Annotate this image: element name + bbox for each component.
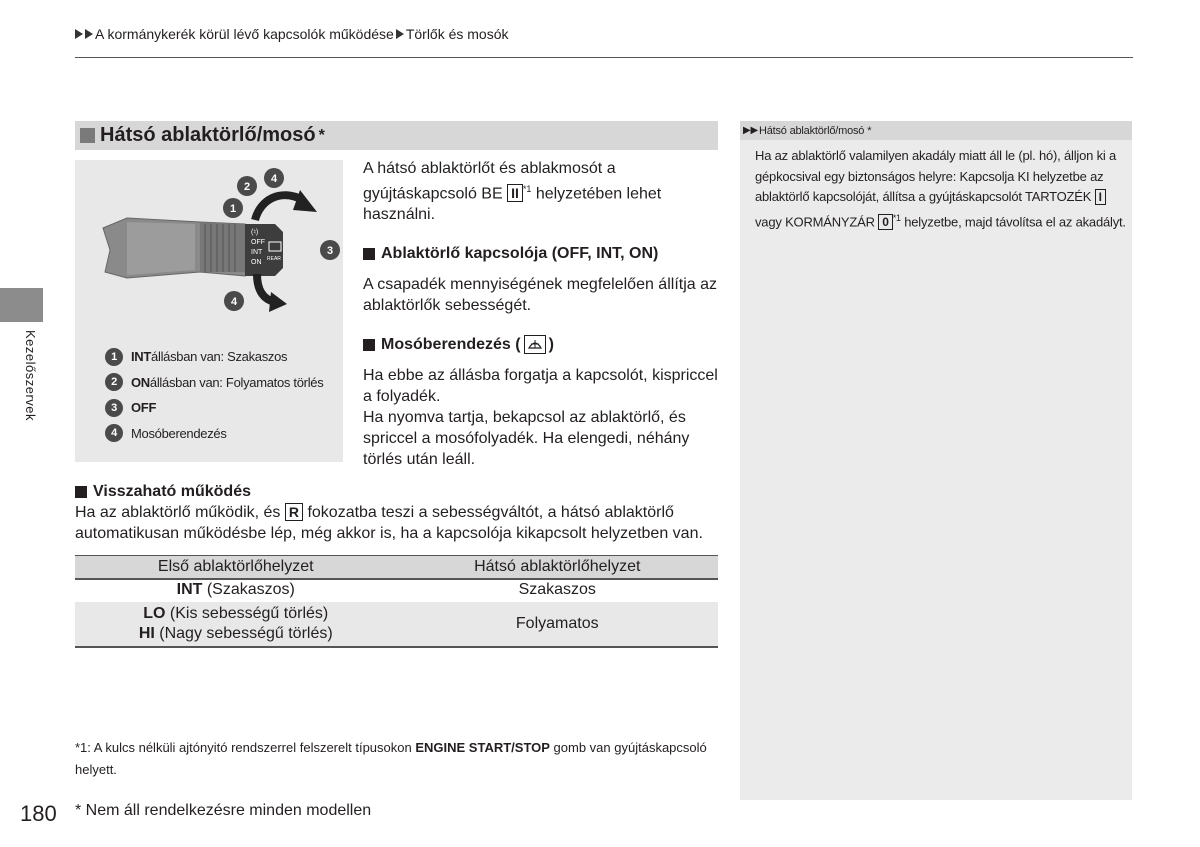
intro-text-end: helyzetében lehet használni. (363, 185, 662, 224)
reverse-paragraph (75, 502, 725, 544)
legend-number: 2 (105, 373, 123, 391)
wiper-lever-illustration (75, 160, 343, 335)
legend-item (105, 370, 323, 396)
switch-paragraph: A csapadék mennyiségének megfelelően állítja az ablaktörlők sebességét. (363, 276, 717, 315)
legend-item (105, 421, 323, 447)
side-note-body (740, 140, 1132, 232)
legend-text: állásban van: Szakaszos (151, 349, 288, 365)
washer-icon (524, 335, 546, 354)
footnote-text-end: gomb van gyújtáskapcsoló helyett. (75, 740, 707, 777)
table-header-row (75, 556, 718, 579)
switch-heading (363, 243, 723, 264)
table-cell (75, 579, 397, 602)
footnote (75, 737, 715, 781)
side-note-text-mid: vagy KORMÁNYZÁR (755, 213, 879, 229)
legend-number: 3 (105, 399, 123, 417)
bullet-square-icon (363, 339, 375, 351)
table-header: Első ablaktörlőhelyzet (75, 556, 397, 579)
table-header: Hátsó ablaktörlőhelyzet (397, 556, 719, 579)
cell-text: (Kis sebességű törlés) (165, 604, 329, 622)
table-cell (75, 602, 397, 647)
cell-text: (Nagy sebességű törlés) (154, 624, 333, 642)
washer-heading (363, 334, 723, 355)
legend-bold: ON (131, 374, 150, 390)
reverse-section (75, 481, 725, 544)
table-row (75, 579, 718, 602)
availability-note: * Nem áll rendelkezésre minden modellen (75, 802, 372, 819)
legend-bold: OFF (131, 400, 157, 416)
gear-r-key-icon: R (285, 503, 303, 521)
washer-heading-text: Mosóberendezés ( (381, 336, 521, 354)
lever-rear-label: REAR (267, 256, 281, 262)
table-cell: Szakaszos (397, 579, 719, 602)
main-text-column (363, 158, 723, 480)
chapter-tab-label: Kezelőszervek (23, 330, 38, 422)
arrow-icon (75, 29, 83, 39)
cell-bold: LO (143, 604, 166, 622)
accessory-key-icon: I (1095, 189, 1106, 205)
switch-heading-text: Ablaktörlő kapcsolója (OFF, INT, ON) (381, 245, 659, 263)
bullet-square-icon (363, 248, 375, 260)
callout-1: 1 (229, 203, 237, 215)
svg-text:(♮): (♮) (251, 229, 259, 236)
legend-text: állásban van: Folyamatos törlés (149, 374, 324, 390)
side-note-header (740, 121, 1132, 140)
page-number: 180 (20, 801, 57, 826)
side-note-text-end: helyzetbe, majd távolítsa el az akadályt. (900, 213, 1126, 229)
bullet-square-icon (75, 486, 87, 498)
legend-number: 1 (105, 348, 123, 366)
breadcrumb-part1: A kormánykerék körül lévő kapcsolók működése (95, 26, 394, 42)
washer-paragraph-2: Ha nyomva tartja, bekapcsol az ablaktörlő, és spriccel a mosófolyadék. Ha elengedi, néhány törlés után leáll. (363, 409, 690, 469)
lever-int-label: INT (251, 249, 263, 256)
section-title: Hátsó ablaktörlő/mosó (100, 124, 316, 146)
footnote-bold: ENGINE START/STOP (415, 740, 550, 755)
arrow-icon (85, 29, 93, 39)
section-header (75, 121, 718, 150)
side-note-text: Ha az ablaktörlő valamilyen akadály miatt áll le (pl. hó), álljon ki a gépkocsival egy biztonságos helyre: Kapcsolja KI helyzetbe az ablaktörlő kapcsolóját, állítsa a gyújtáskapcsolót TARTOZÉK (755, 148, 1117, 204)
washer-paragraph-1: Ha ebbe az állásba forgatja a kapcsolót, kispriccel a folyadék. (363, 367, 718, 406)
washer-heading-close: ) (548, 336, 554, 354)
breadcrumb (75, 26, 509, 42)
reverse-heading-text: Visszaható működés (93, 483, 251, 500)
reverse-heading (75, 481, 725, 502)
double-arrow-icon: ▶▶ (743, 125, 758, 136)
footnote-ref: *1 (522, 184, 532, 194)
side-note-star: * (867, 124, 872, 137)
legend-item (105, 395, 323, 421)
side-note-title: Hátsó ablaktörlő/mosó (758, 124, 865, 137)
callout-3: 3 (326, 245, 334, 257)
lock-key-icon: 0 (878, 214, 892, 230)
ignition-key-icon: II (507, 184, 523, 202)
callout-4-bottom: 4 (230, 296, 238, 308)
cell-text: (Szakaszos) (202, 581, 295, 599)
breadcrumb-part2: Törlők és mosók (405, 26, 509, 42)
legend-item (105, 344, 323, 370)
header-rule (75, 57, 1133, 58)
side-note-footnote-ref: *1 (892, 212, 901, 223)
section-star: * (318, 126, 325, 144)
legend-number: 4 (105, 424, 123, 442)
cell-bold: HI (138, 624, 155, 642)
table-row (75, 602, 718, 647)
section-square-icon (80, 128, 95, 143)
arrow-icon (396, 29, 404, 39)
reverse-text-end: fokozatba teszi a sebességváltót, a hátsó ablaktörlő automatikusan működésbe lép, még akkor is, ha a kapcsolója kikapcsolt helyzetben van. (75, 504, 703, 542)
figure-legend (105, 344, 323, 446)
cell-bold: INT (176, 581, 203, 599)
lever-on-label: ON (251, 259, 262, 266)
lever-off-label: OFF (251, 239, 265, 246)
callout-4-top: 4 (270, 173, 278, 185)
wiper-position-table (75, 555, 718, 648)
footnote-text: *1: A kulcs nélküli ajtónyitó rendszerrel felszerelt típusokon (75, 740, 416, 755)
intro-paragraph (363, 158, 723, 225)
intro-text: A hátsó ablaktörlőt és ablakmosót a gyújtáskapcsoló BE (363, 160, 616, 203)
legend-bold: INT (131, 349, 152, 365)
callout-2: 2 (243, 181, 251, 193)
figure-panel (75, 160, 343, 462)
side-note-panel (740, 121, 1132, 800)
table-cell: Folyamatos (397, 602, 719, 647)
legend-text: Mosóberendezés (131, 425, 227, 441)
reverse-text: Ha az ablaktörlő működik, és (75, 504, 285, 521)
chapter-tab (0, 288, 43, 322)
